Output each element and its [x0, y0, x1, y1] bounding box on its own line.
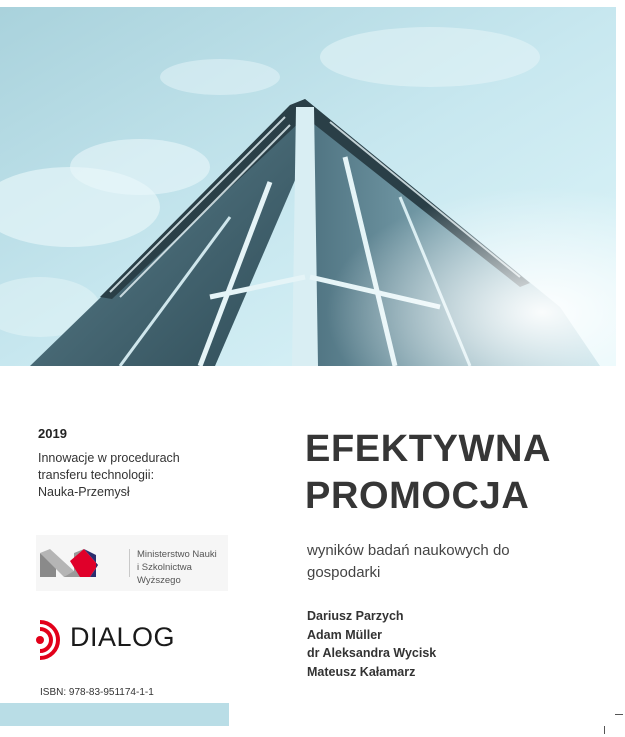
- crop-mark: [615, 714, 623, 715]
- series-title: [38, 450, 228, 501]
- title-line: PROMOCJA: [305, 475, 530, 517]
- author-name: dr Aleksandra Wycisk: [307, 646, 437, 660]
- logo-divider: [129, 549, 130, 577]
- series-line: transferu technologii:: [38, 468, 155, 482]
- ministry-name: [137, 548, 228, 587]
- isbn-number: ISBN: 978-83-951174-1-1: [40, 687, 154, 698]
- cover-photo: [0, 7, 616, 366]
- dialog-logo-icon: [36, 618, 66, 662]
- series-line: Nauka-Przemysł: [38, 485, 130, 499]
- ministry-line: i Szkolnictwa Wyższego: [137, 562, 192, 586]
- ministry-logo-icon: [40, 549, 120, 577]
- book-subtitle: [307, 540, 567, 584]
- building-photo-illustration: [0, 7, 616, 366]
- author-name: Mateusz Kałamarz: [307, 664, 416, 679]
- ministry-logo-block: [36, 535, 228, 591]
- title-line: EFEKTYWNA: [305, 428, 552, 470]
- crop-mark: [604, 726, 605, 734]
- author-name: Adam Müller: [307, 627, 383, 642]
- accent-bar: [0, 703, 229, 726]
- book-title: [305, 426, 605, 520]
- publication-year: 2019: [38, 426, 67, 441]
- ministry-line: Ministerstwo Nauki: [137, 549, 217, 560]
- subtitle-line: gospodarki: [307, 564, 381, 581]
- dialog-label: DIALOG: [70, 622, 176, 652]
- subtitle-line: wyników badań naukowych do: [307, 542, 510, 559]
- author-list: [307, 607, 436, 681]
- series-line: Innowacje w procedurach: [38, 451, 180, 465]
- author-name: Dariusz Parzych: [307, 609, 404, 623]
